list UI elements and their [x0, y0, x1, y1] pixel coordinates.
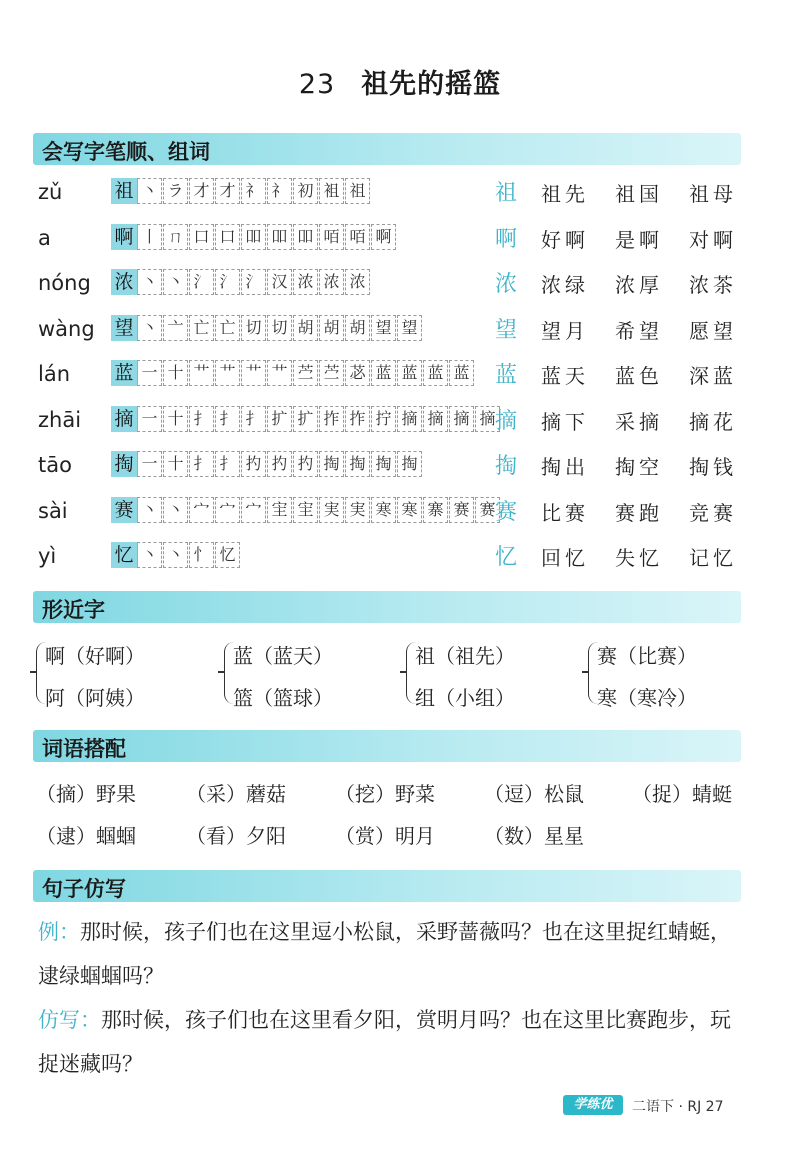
target-character: 掏 [111, 451, 137, 477]
character-row [38, 358, 758, 398]
similar-word: 啊（好啊） [45, 644, 145, 668]
imitation-text: 那时候，孩子们也在这里看夕阳，赏明月吗？也在这里比赛跑步，玩捉迷藏吗？ [38, 1008, 731, 1076]
stroke-step: 十 [163, 406, 188, 432]
word-example: 希望 [615, 318, 663, 343]
similar-word: 篮（篮球） [233, 686, 333, 710]
stroke-step: 切 [241, 315, 266, 341]
stroke-step: 丶 [137, 497, 162, 523]
stroke-step: 丶 [137, 269, 162, 295]
pinyin: sài [38, 498, 68, 523]
stroke-step: 扩 [267, 406, 292, 432]
stroke-step: 丨 [137, 224, 162, 250]
stroke-step: 十 [163, 451, 188, 477]
stroke-step: 実 [345, 497, 370, 523]
collocation-item: （逗）松鼠 [484, 782, 584, 806]
stroke-step: 咟 [319, 224, 344, 250]
pinyin: a [38, 225, 51, 250]
word-example: 浓绿 [541, 273, 589, 297]
collocation-item: （赏）明月 [335, 824, 435, 848]
similar-word: 寒（寒冷） [597, 686, 697, 710]
stroke-step: 丶 [137, 178, 162, 204]
stroke-step: 艹 [215, 360, 240, 386]
page-title [0, 62, 800, 101]
section-imitation: 句子仿写 [33, 870, 741, 902]
stroke-step: 摘 [397, 406, 422, 432]
stroke-step: 蓝 [397, 360, 422, 386]
word-example: 深蓝 [689, 364, 737, 388]
stroke-step: 忆 [215, 542, 240, 568]
lesson-title: 祖先的摇篮 [361, 69, 502, 100]
stroke-order [137, 315, 423, 341]
stroke-step: ㄇ [163, 224, 188, 250]
word-example: 摘下 [541, 409, 589, 434]
stroke-step: 浓 [319, 269, 344, 295]
word-example: 愿望 [689, 318, 737, 343]
character-large: 啊 [494, 226, 517, 252]
pinyin: lán [38, 362, 71, 386]
example-label: 例： [38, 920, 80, 944]
lesson-number: 23 [298, 69, 336, 100]
stroke-step: 扌 [241, 406, 266, 432]
stroke-step: 忄 [189, 542, 214, 568]
stroke-step: 掏 [345, 451, 370, 477]
section-writing: 会写字笔顺、组词 [33, 133, 741, 165]
stroke-step: 寒 [397, 497, 422, 523]
stroke-step: 口 [215, 224, 240, 250]
stroke-step: 扌 [215, 451, 240, 477]
imitation-label: 仿写： [38, 1008, 101, 1032]
stroke-step: 寨 [423, 497, 448, 523]
target-character: 望 [111, 315, 137, 341]
pinyin: wàng [38, 316, 95, 341]
stroke-step: 礻 [241, 178, 266, 204]
example-text: 那时候，孩子们也在这里逗小松鼠，采野蔷薇吗？也在这里捉红蜻蜓，逮绿蝈蝈吗？ [38, 920, 731, 988]
stroke-step: ラ [163, 178, 188, 204]
character-large: 摘 [494, 408, 517, 434]
stroke-step: 一 [137, 406, 162, 432]
pinyin: zhāi [38, 407, 82, 432]
word-example: 浓茶 [689, 273, 737, 297]
character-large: 蓝 [494, 363, 517, 388]
similar-word: 组（小组） [415, 686, 515, 710]
stroke-step: 切 [267, 315, 292, 341]
stroke-step: 十 [163, 360, 188, 386]
stroke-step: 宔 [267, 497, 292, 523]
word-example: 掏出 [541, 455, 589, 479]
stroke-order [137, 406, 501, 432]
similar-word: 祖（祖先） [415, 644, 515, 668]
stroke-step: 浓 [345, 269, 370, 295]
word-example: 采摘 [615, 409, 663, 434]
target-character: 蓝 [111, 360, 137, 386]
stroke-order [137, 360, 475, 386]
pinyin: zǔ [38, 180, 63, 204]
collocation-item: （逮）蝈蝈 [36, 824, 136, 848]
character-row [38, 449, 758, 489]
collocation-item: （采）蘑菇 [186, 782, 286, 806]
stroke-step: 袓 [319, 178, 344, 204]
target-character: 祖 [111, 178, 137, 204]
stroke-step: 摘 [423, 406, 448, 432]
stroke-step: 汉 [267, 269, 292, 295]
word-example: 蓝色 [615, 364, 663, 388]
pinyin: nóng [38, 271, 91, 295]
stroke-step: 苎 [293, 360, 318, 386]
stroke-step: 扌 [189, 451, 214, 477]
character-row [38, 176, 758, 216]
stroke-step: 一 [137, 360, 162, 386]
collocation-item: （看）夕阳 [186, 824, 286, 848]
stroke-step: 胡 [345, 315, 370, 341]
imitation-sentence [38, 998, 750, 1086]
stroke-order [137, 542, 241, 568]
stroke-step: 扌 [189, 406, 214, 432]
similar-word: 阿（阿姨） [45, 686, 145, 710]
stroke-step: 艹 [241, 360, 266, 386]
word-example: 好啊 [541, 227, 589, 252]
stroke-step: 一 [137, 451, 162, 477]
stroke-step: 実 [319, 497, 344, 523]
stroke-step: 苾 [345, 360, 370, 386]
stroke-step: 氵 [215, 269, 240, 295]
stroke-order [137, 224, 397, 250]
target-character: 啊 [111, 224, 137, 250]
word-example: 是啊 [615, 227, 663, 252]
stroke-step: 丶 [163, 542, 188, 568]
stroke-step: 吅 [293, 224, 318, 250]
stroke-step: 亠 [163, 315, 188, 341]
stroke-step: 望 [371, 315, 396, 341]
character-large: 浓 [494, 272, 517, 297]
word-example: 摘花 [689, 409, 737, 434]
stroke-step: 摘 [449, 406, 474, 432]
target-character: 浓 [111, 269, 137, 295]
word-example: 回忆 [541, 546, 589, 570]
stroke-step: 蓝 [423, 360, 448, 386]
stroke-step: 才 [189, 178, 214, 204]
stroke-step: 啊 [371, 224, 396, 250]
stroke-step: 口 [189, 224, 214, 250]
word-example: 比赛 [541, 500, 589, 525]
stroke-step: 吅 [241, 224, 266, 250]
stroke-step: 掏 [397, 451, 422, 477]
collocation-item: （数）星星 [484, 824, 584, 848]
collocation-item: （摘）野果 [36, 782, 136, 806]
stroke-step: 亡 [215, 315, 240, 341]
word-example: 浓厚 [615, 273, 663, 297]
character-large: 赛 [494, 499, 517, 525]
character-large: 掏 [494, 454, 517, 479]
stroke-step: 摘 [475, 406, 500, 432]
stroke-step: 宀 [189, 497, 214, 523]
stroke-step: 礻 [267, 178, 292, 204]
stroke-step: 宔 [293, 497, 318, 523]
similar-word: 赛（比赛） [597, 644, 697, 668]
stroke-step: 氵 [241, 269, 266, 295]
stroke-step: 扚 [241, 451, 266, 477]
word-example: 失忆 [615, 546, 663, 570]
stroke-step: 赛 [475, 497, 500, 523]
stroke-order [137, 497, 501, 523]
target-character: 赛 [111, 497, 137, 523]
stroke-step: 掏 [319, 451, 344, 477]
section-collocation: 词语搭配 [33, 730, 741, 762]
word-example: 望月 [541, 318, 589, 343]
stroke-step: 蓝 [449, 360, 474, 386]
stroke-step: 扩 [293, 406, 318, 432]
character-row [38, 540, 758, 580]
character-row [38, 222, 758, 262]
stroke-step: 艹 [189, 360, 214, 386]
stroke-step: 拧 [371, 406, 396, 432]
stroke-step: 艹 [267, 360, 292, 386]
stroke-step: 宀 [215, 497, 240, 523]
word-example: 记忆 [689, 546, 737, 570]
stroke-step: 蓝 [371, 360, 396, 386]
stroke-step: 扌 [215, 406, 240, 432]
word-example: 祖先 [541, 182, 589, 206]
stroke-order [137, 178, 371, 204]
stroke-step: 丶 [163, 497, 188, 523]
stroke-step: 望 [397, 315, 422, 341]
word-example: 竞赛 [689, 500, 737, 525]
stroke-order [137, 451, 423, 477]
target-character: 忆 [111, 542, 137, 568]
character-large: 祖 [494, 181, 517, 206]
stroke-step: 寒 [371, 497, 396, 523]
target-character: 摘 [111, 406, 137, 432]
stroke-step: 吅 [267, 224, 292, 250]
section-similar: 形近字 [33, 591, 741, 623]
character-row [38, 267, 758, 307]
stroke-step: 丶 [137, 315, 162, 341]
pinyin: yì [38, 544, 57, 568]
page-footer: 二语下 · RJ 27 [632, 1099, 724, 1115]
word-example: 掏钱 [689, 455, 737, 479]
word-example: 对啊 [689, 227, 737, 252]
example-sentence [38, 910, 750, 998]
stroke-step: 咟 [345, 224, 370, 250]
character-row [38, 313, 758, 353]
word-example: 蓝天 [541, 364, 589, 388]
stroke-step: 浓 [293, 269, 318, 295]
stroke-order [137, 269, 371, 295]
collocation-item: （挖）野菜 [335, 782, 435, 806]
word-example: 祖母 [689, 182, 737, 206]
stroke-step: 初 [293, 178, 318, 204]
stroke-step: 掏 [371, 451, 396, 477]
character-large: 忆 [494, 545, 517, 570]
word-example: 掏空 [615, 455, 663, 479]
stroke-step: 赛 [449, 497, 474, 523]
stroke-step: 胡 [293, 315, 318, 341]
similar-word: 蓝（蓝天） [233, 644, 333, 668]
stroke-step: 扚 [293, 451, 318, 477]
character-row [38, 404, 758, 444]
word-example: 赛跑 [615, 500, 663, 525]
stroke-step: 宀 [241, 497, 266, 523]
stroke-step: 丶 [137, 542, 162, 568]
stroke-step: 氵 [189, 269, 214, 295]
brand-badge: 学练优 [563, 1095, 623, 1115]
collocation-item: （捉）蜻蜓 [632, 782, 732, 806]
word-example: 祖国 [615, 182, 663, 206]
pinyin: tāo [38, 453, 72, 477]
stroke-step: 拃 [345, 406, 370, 432]
character-large: 望 [494, 317, 517, 343]
stroke-step: 拃 [319, 406, 344, 432]
stroke-step: 扚 [267, 451, 292, 477]
stroke-step: 苎 [319, 360, 344, 386]
stroke-step: 才 [215, 178, 240, 204]
character-row [38, 495, 758, 535]
stroke-step: 丶 [163, 269, 188, 295]
stroke-step: 祖 [345, 178, 370, 204]
stroke-step: 胡 [319, 315, 344, 341]
stroke-step: 亡 [189, 315, 214, 341]
